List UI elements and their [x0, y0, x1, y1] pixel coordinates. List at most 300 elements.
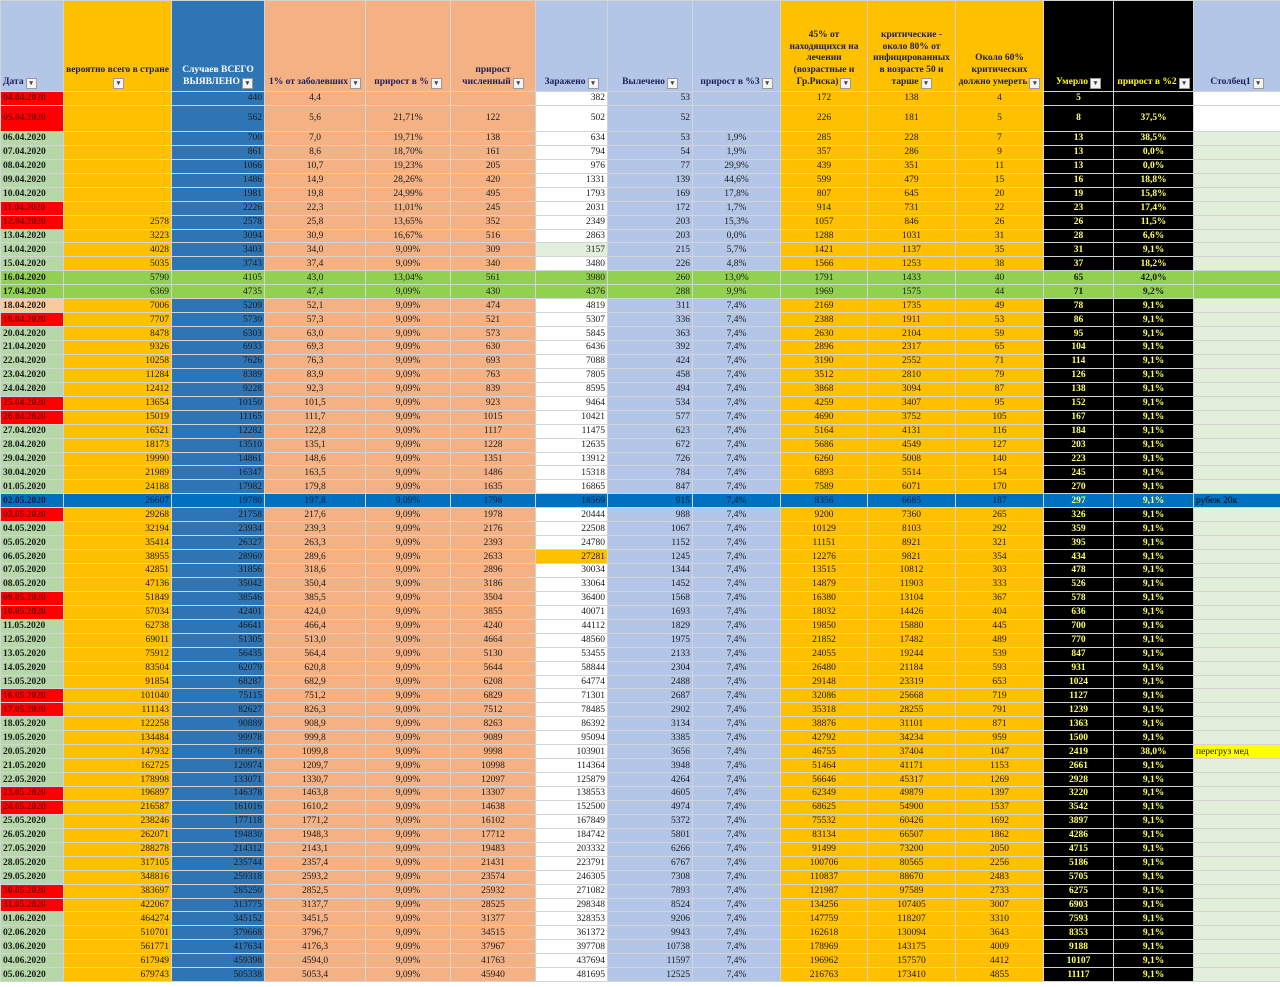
filter-dropdown-icon[interactable]: ▾ [1253, 78, 1264, 89]
cell-probable[interactable]: 262071 [64, 828, 172, 842]
cell-pct45[interactable]: 5686 [781, 438, 868, 452]
cell-growth-pct3[interactable]: 7,4% [693, 647, 781, 661]
cell-col1[interactable] [1194, 912, 1280, 926]
cell-detected[interactable]: 345152 [172, 912, 265, 926]
cell-growth-num[interactable]: 839 [451, 382, 536, 396]
cell-growth-pct[interactable]: 9,09% [366, 577, 451, 591]
cell-growth-pct2[interactable]: 9,1% [1114, 536, 1194, 550]
cell-infected[interactable]: 16865 [536, 480, 608, 494]
cell-growth-pct[interactable]: 9,09% [366, 508, 451, 522]
cell-one-pct[interactable]: 289,6 [265, 550, 366, 564]
cell-date[interactable]: 05.06.2020 [1, 968, 64, 982]
cell-pct45[interactable]: 914 [781, 201, 868, 215]
cell-detected[interactable]: 31856 [172, 564, 265, 578]
cell-pct45[interactable]: 172 [781, 92, 868, 106]
column-header[interactable] [366, 1, 451, 92]
cell-col1[interactable] [1194, 159, 1280, 173]
cell-die60[interactable]: 65 [956, 341, 1044, 355]
cell-critical[interactable]: 1735 [868, 299, 956, 313]
cell-died[interactable]: 19 [1044, 187, 1114, 201]
cell-pct45[interactable]: 83134 [781, 828, 868, 842]
cell-recovered[interactable]: 988 [608, 508, 693, 522]
cell-die60[interactable]: 489 [956, 633, 1044, 647]
cell-probable[interactable]: 91854 [64, 675, 172, 689]
cell-probable[interactable]: 7006 [64, 299, 172, 313]
cell-critical[interactable]: 138 [868, 92, 956, 106]
cell-growth-pct[interactable]: 9,09% [366, 633, 451, 647]
cell-infected[interactable]: 382 [536, 92, 608, 106]
cell-growth-num[interactable]: 9089 [451, 731, 536, 745]
cell-infected[interactable]: 271082 [536, 884, 608, 898]
cell-one-pct[interactable]: 620,8 [265, 661, 366, 675]
cell-died[interactable]: 5705 [1044, 870, 1114, 884]
cell-growth-num[interactable]: 420 [451, 173, 536, 187]
cell-infected[interactable]: 36400 [536, 591, 608, 605]
cell-growth-pct2[interactable]: 9,1% [1114, 717, 1194, 731]
cell-pct45[interactable]: 14879 [781, 577, 868, 591]
cell-growth-pct3[interactable]: 4,8% [693, 257, 781, 271]
cell-growth-pct2[interactable]: 6,6% [1114, 229, 1194, 243]
cell-growth-pct2[interactable]: 9,1% [1114, 591, 1194, 605]
cell-detected[interactable]: 146378 [172, 787, 265, 801]
cell-growth-pct3[interactable]: 7,4% [693, 675, 781, 689]
cell-col1[interactable] [1194, 731, 1280, 745]
cell-die60[interactable]: 445 [956, 619, 1044, 633]
column-header[interactable] [1114, 1, 1194, 92]
cell-growth-pct3[interactable]: 15,3% [693, 215, 781, 229]
cell-growth-pct2[interactable]: 9,1% [1114, 396, 1194, 410]
cell-infected[interactable]: 7805 [536, 368, 608, 382]
cell-died[interactable]: 28 [1044, 229, 1114, 243]
column-header[interactable] [451, 1, 536, 92]
cell-died[interactable]: 2661 [1044, 759, 1114, 773]
cell-detected[interactable]: 16347 [172, 466, 265, 480]
cell-died[interactable]: 23 [1044, 201, 1114, 215]
cell-col1[interactable] [1194, 131, 1280, 145]
cell-pct45[interactable]: 196962 [781, 954, 868, 968]
cell-one-pct[interactable]: 57,3 [265, 313, 366, 327]
cell-recovered[interactable]: 53 [608, 92, 693, 106]
cell-one-pct[interactable]: 37,4 [265, 257, 366, 271]
cell-probable[interactable]: 147932 [64, 745, 172, 759]
cell-date[interactable]: 29.05.2020 [1, 870, 64, 884]
cell-col1[interactable] [1194, 773, 1280, 787]
cell-pct45[interactable]: 3190 [781, 354, 868, 368]
cell-growth-num[interactable]: 3186 [451, 577, 536, 591]
cell-recovered[interactable]: 4264 [608, 773, 693, 787]
cell-col1[interactable]: рубеж 20к [1194, 494, 1280, 508]
cell-die60[interactable]: 49 [956, 299, 1044, 313]
cell-pct45[interactable]: 75532 [781, 814, 868, 828]
cell-growth-pct3[interactable] [693, 92, 781, 106]
cell-probable[interactable]: 13654 [64, 396, 172, 410]
cell-probable[interactable]: 101040 [64, 689, 172, 703]
cell-date[interactable]: 06.05.2020 [1, 550, 64, 564]
cell-date[interactable]: 26.04.2020 [1, 410, 64, 424]
cell-probable[interactable]: 561771 [64, 940, 172, 954]
cell-growth-pct[interactable]: 9,09% [366, 522, 451, 536]
filter-dropdown-icon[interactable]: ▾ [762, 78, 773, 89]
cell-died[interactable]: 13 [1044, 145, 1114, 159]
column-header[interactable] [868, 1, 956, 92]
cell-critical[interactable]: 846 [868, 215, 956, 229]
cell-growth-pct[interactable]: 9,09% [366, 954, 451, 968]
cell-growth-pct3[interactable]: 7,4% [693, 968, 781, 982]
cell-growth-pct3[interactable]: 0,0% [693, 229, 781, 243]
cell-critical[interactable]: 118207 [868, 912, 956, 926]
cell-detected[interactable]: 46641 [172, 619, 265, 633]
cell-growth-pct3[interactable]: 7,4% [693, 703, 781, 717]
cell-die60[interactable]: 653 [956, 675, 1044, 689]
filter-dropdown-icon[interactable]: ▾ [1179, 78, 1190, 89]
cell-growth-pct3[interactable]: 7,4% [693, 494, 781, 508]
cell-detected[interactable]: 35042 [172, 577, 265, 591]
cell-pct45[interactable]: 3512 [781, 368, 868, 382]
cell-critical[interactable]: 181 [868, 105, 956, 131]
cell-growth-pct3[interactable]: 7,4% [693, 856, 781, 870]
cell-detected[interactable]: 2226 [172, 201, 265, 215]
cell-growth-pct3[interactable]: 7,4% [693, 313, 781, 327]
cell-recovered[interactable]: 8524 [608, 898, 693, 912]
cell-growth-pct2[interactable]: 11,5% [1114, 215, 1194, 229]
cell-probable[interactable] [64, 159, 172, 173]
cell-infected[interactable]: 103901 [536, 745, 608, 759]
cell-recovered[interactable]: 10738 [608, 940, 693, 954]
cell-date[interactable]: 09.05.2020 [1, 591, 64, 605]
cell-recovered[interactable]: 1693 [608, 605, 693, 619]
cell-growth-num[interactable]: 340 [451, 257, 536, 271]
cell-recovered[interactable]: 288 [608, 285, 693, 299]
cell-col1[interactable] [1194, 926, 1280, 940]
cell-infected[interactable]: 3480 [536, 257, 608, 271]
cell-died[interactable]: 931 [1044, 661, 1114, 675]
cell-growth-num[interactable]: 3855 [451, 605, 536, 619]
cell-infected[interactable]: 78485 [536, 703, 608, 717]
cell-col1[interactable] [1194, 787, 1280, 801]
cell-probable[interactable] [64, 173, 172, 187]
cell-infected[interactable]: 12635 [536, 438, 608, 452]
cell-growth-pct3[interactable]: 9,9% [693, 285, 781, 299]
cell-probable[interactable] [64, 131, 172, 145]
cell-detected[interactable]: 3743 [172, 257, 265, 271]
cell-growth-pct2[interactable]: 9,1% [1114, 954, 1194, 968]
cell-date[interactable]: 03.06.2020 [1, 940, 64, 954]
cell-pct45[interactable]: 1969 [781, 285, 868, 299]
cell-growth-num[interactable]: 8263 [451, 717, 536, 731]
cell-recovered[interactable]: 2488 [608, 675, 693, 689]
cell-infected[interactable]: 64774 [536, 675, 608, 689]
cell-growth-pct[interactable]: 9,09% [366, 842, 451, 856]
cell-growth-pct2[interactable]: 38,5% [1114, 131, 1194, 145]
cell-recovered[interactable]: 203 [608, 229, 693, 243]
cell-one-pct[interactable]: 135,1 [265, 438, 366, 452]
cell-detected[interactable]: 26327 [172, 536, 265, 550]
cell-critical[interactable]: 130094 [868, 926, 956, 940]
cell-recovered[interactable]: 139 [608, 173, 693, 187]
cell-infected[interactable]: 502 [536, 105, 608, 131]
cell-pct45[interactable]: 68625 [781, 800, 868, 814]
cell-growth-num[interactable]: 10998 [451, 759, 536, 773]
cell-infected[interactable]: 22508 [536, 522, 608, 536]
cell-detected[interactable]: 861 [172, 145, 265, 159]
cell-infected[interactable]: 3980 [536, 271, 608, 285]
cell-growth-num[interactable]: 630 [451, 341, 536, 355]
cell-growth-pct2[interactable]: 9,1% [1114, 633, 1194, 647]
cell-probable[interactable]: 57034 [64, 605, 172, 619]
cell-infected[interactable]: 27281 [536, 550, 608, 564]
cell-infected[interactable]: 2863 [536, 229, 608, 243]
cell-detected[interactable]: 700 [172, 131, 265, 145]
cell-probable[interactable]: 8478 [64, 327, 172, 341]
cell-growth-pct2[interactable]: 38,0% [1114, 745, 1194, 759]
cell-died[interactable]: 578 [1044, 591, 1114, 605]
cell-die60[interactable]: 303 [956, 564, 1044, 578]
column-header[interactable] [536, 1, 608, 92]
cell-critical[interactable]: 1433 [868, 271, 956, 285]
cell-die60[interactable]: 3007 [956, 898, 1044, 912]
cell-die60[interactable]: 11 [956, 159, 1044, 173]
cell-died[interactable]: 152 [1044, 396, 1114, 410]
cell-detected[interactable]: 177118 [172, 814, 265, 828]
cell-date[interactable]: 20.05.2020 [1, 745, 64, 759]
cell-one-pct[interactable]: 564,4 [265, 647, 366, 661]
column-header[interactable] [265, 1, 366, 92]
cell-probable[interactable]: 216587 [64, 800, 172, 814]
cell-growth-pct[interactable]: 9,09% [366, 773, 451, 787]
cell-date[interactable]: 29.04.2020 [1, 452, 64, 466]
cell-one-pct[interactable]: 2593,2 [265, 870, 366, 884]
cell-died[interactable]: 16 [1044, 173, 1114, 187]
cell-critical[interactable]: 2317 [868, 341, 956, 355]
cell-infected[interactable]: 86392 [536, 717, 608, 731]
cell-recovered[interactable]: 424 [608, 354, 693, 368]
cell-die60[interactable]: 354 [956, 550, 1044, 564]
cell-recovered[interactable]: 1152 [608, 536, 693, 550]
cell-col1[interactable] [1194, 633, 1280, 647]
cell-infected[interactable]: 184742 [536, 828, 608, 842]
cell-one-pct[interactable]: 424,0 [265, 605, 366, 619]
cell-recovered[interactable]: 169 [608, 187, 693, 201]
cell-die60[interactable]: 719 [956, 689, 1044, 703]
cell-growth-num[interactable]: 1351 [451, 452, 536, 466]
cell-critical[interactable]: 2552 [868, 354, 956, 368]
cell-infected[interactable]: 2031 [536, 201, 608, 215]
cell-growth-pct[interactable]: 9,09% [366, 494, 451, 508]
cell-growth-pct2[interactable]: 9,1% [1114, 912, 1194, 926]
cell-recovered[interactable]: 6767 [608, 856, 693, 870]
cell-pct45[interactable]: 110837 [781, 870, 868, 884]
cell-recovered[interactable]: 311 [608, 299, 693, 313]
cell-one-pct[interactable]: 14,9 [265, 173, 366, 187]
filter-dropdown-icon[interactable]: ▾ [667, 78, 678, 89]
cell-col1[interactable] [1194, 675, 1280, 689]
cell-detected[interactable]: 440 [172, 92, 265, 106]
cell-pct45[interactable]: 134256 [781, 898, 868, 912]
cell-detected[interactable]: 75115 [172, 689, 265, 703]
cell-growth-pct[interactable]: 9,09% [366, 717, 451, 731]
cell-date[interactable]: 22.04.2020 [1, 354, 64, 368]
cell-infected[interactable]: 7088 [536, 354, 608, 368]
cell-col1[interactable] [1194, 480, 1280, 494]
cell-probable[interactable]: 32194 [64, 522, 172, 536]
cell-col1[interactable] [1194, 814, 1280, 828]
cell-died[interactable]: 37 [1044, 257, 1114, 271]
cell-growth-pct2[interactable]: 9,1% [1114, 856, 1194, 870]
cell-growth-pct2[interactable]: 9,1% [1114, 466, 1194, 480]
cell-probable[interactable]: 62738 [64, 619, 172, 633]
cell-one-pct[interactable]: 5053,4 [265, 968, 366, 982]
cell-growth-pct2[interactable]: 9,1% [1114, 814, 1194, 828]
cell-col1[interactable] [1194, 591, 1280, 605]
cell-died[interactable]: 3542 [1044, 800, 1114, 814]
cell-date[interactable]: 24.04.2020 [1, 382, 64, 396]
column-header[interactable] [64, 1, 172, 92]
filter-dropdown-icon[interactable]: ▾ [840, 78, 851, 89]
cell-recovered[interactable]: 3948 [608, 759, 693, 773]
cell-infected[interactable]: 53455 [536, 647, 608, 661]
cell-growth-pct3[interactable]: 7,4% [693, 564, 781, 578]
cell-growth-pct3[interactable]: 44,6% [693, 173, 781, 187]
cell-died[interactable]: 9188 [1044, 940, 1114, 954]
cell-growth-num[interactable]: 7512 [451, 703, 536, 717]
cell-detected[interactable]: 99978 [172, 731, 265, 745]
cell-die60[interactable]: 4855 [956, 968, 1044, 982]
cell-die60[interactable]: 871 [956, 717, 1044, 731]
filter-dropdown-icon[interactable]: ▾ [588, 78, 599, 89]
cell-died[interactable]: 78 [1044, 299, 1114, 313]
cell-growth-pct3[interactable]: 29,9% [693, 159, 781, 173]
cell-critical[interactable]: 645 [868, 187, 956, 201]
cell-probable[interactable]: 178998 [64, 773, 172, 787]
cell-die60[interactable]: 959 [956, 731, 1044, 745]
cell-growth-pct[interactable]: 9,09% [366, 800, 451, 814]
cell-critical[interactable]: 88670 [868, 870, 956, 884]
cell-die60[interactable]: 1862 [956, 828, 1044, 842]
cell-one-pct[interactable]: 163,5 [265, 466, 366, 480]
cell-die60[interactable]: 26 [956, 215, 1044, 229]
cell-died[interactable]: 10107 [1044, 954, 1114, 968]
cell-probable[interactable]: 422067 [64, 898, 172, 912]
cell-date[interactable]: 02.05.2020 [1, 494, 64, 508]
cell-probable[interactable]: 26607 [64, 494, 172, 508]
cell-col1[interactable] [1194, 215, 1280, 229]
cell-infected[interactable]: 167849 [536, 814, 608, 828]
cell-growth-pct2[interactable]: 9,1% [1114, 968, 1194, 982]
cell-growth-num[interactable]: 1228 [451, 438, 536, 452]
cell-growth-pct2[interactable]: 9,1% [1114, 800, 1194, 814]
cell-growth-pct[interactable]: 9,09% [366, 856, 451, 870]
cell-growth-pct3[interactable]: 7,4% [693, 605, 781, 619]
cell-probable[interactable]: 15019 [64, 410, 172, 424]
cell-died[interactable]: 223 [1044, 452, 1114, 466]
cell-growth-pct[interactable]: 9,09% [366, 327, 451, 341]
cell-probable[interactable]: 35414 [64, 536, 172, 550]
cell-critical[interactable]: 54900 [868, 800, 956, 814]
cell-probable[interactable]: 83504 [64, 661, 172, 675]
cell-growth-pct3[interactable]: 7,4% [693, 341, 781, 355]
cell-probable[interactable]: 196897 [64, 787, 172, 801]
cell-died[interactable]: 700 [1044, 619, 1114, 633]
cell-one-pct[interactable]: 3796,7 [265, 926, 366, 940]
cell-one-pct[interactable]: 682,9 [265, 675, 366, 689]
cell-detected[interactable]: 21758 [172, 508, 265, 522]
cell-date[interactable]: 17.04.2020 [1, 285, 64, 299]
cell-pct45[interactable]: 8356 [781, 494, 868, 508]
cell-recovered[interactable]: 847 [608, 480, 693, 494]
cell-growth-pct[interactable]: 9,09% [366, 410, 451, 424]
cell-pct45[interactable]: 1566 [781, 257, 868, 271]
cell-critical[interactable]: 228 [868, 131, 956, 145]
cell-date[interactable]: 25.04.2020 [1, 396, 64, 410]
cell-critical[interactable]: 4131 [868, 424, 956, 438]
cell-detected[interactable]: 7626 [172, 354, 265, 368]
cell-probable[interactable]: 510701 [64, 926, 172, 940]
cell-detected[interactable]: 23934 [172, 522, 265, 536]
cell-probable[interactable]: 18173 [64, 438, 172, 452]
cell-recovered[interactable]: 672 [608, 438, 693, 452]
cell-col1[interactable] [1194, 299, 1280, 313]
cell-critical[interactable]: 1253 [868, 257, 956, 271]
column-header[interactable] [1, 1, 64, 92]
cell-infected[interactable]: 203332 [536, 842, 608, 856]
cell-growth-num[interactable]: 17712 [451, 828, 536, 842]
cell-growth-num[interactable]: 16102 [451, 814, 536, 828]
cell-one-pct[interactable]: 10,7 [265, 159, 366, 173]
cell-growth-pct3[interactable]: 7,4% [693, 633, 781, 647]
cell-one-pct[interactable]: 908,9 [265, 717, 366, 731]
cell-died[interactable]: 167 [1044, 410, 1114, 424]
cell-growth-pct2[interactable]: 9,1% [1114, 368, 1194, 382]
cell-col1[interactable] [1194, 327, 1280, 341]
cell-col1[interactable] [1194, 313, 1280, 327]
cell-critical[interactable]: 14426 [868, 605, 956, 619]
cell-date[interactable]: 11.05.2020 [1, 619, 64, 633]
cell-growth-num[interactable]: 430 [451, 285, 536, 299]
cell-col1[interactable] [1194, 438, 1280, 452]
cell-growth-pct3[interactable]: 7,4% [693, 536, 781, 550]
cell-date[interactable]: 10.04.2020 [1, 187, 64, 201]
cell-growth-pct3[interactable]: 7,4% [693, 661, 781, 675]
cell-probable[interactable]: 42851 [64, 564, 172, 578]
cell-pct45[interactable]: 11151 [781, 536, 868, 550]
cell-probable[interactable]: 69011 [64, 633, 172, 647]
cell-recovered[interactable]: 2304 [608, 661, 693, 675]
cell-died[interactable]: 636 [1044, 605, 1114, 619]
cell-date[interactable]: 10.05.2020 [1, 605, 64, 619]
cell-growth-pct2[interactable]: 9,1% [1114, 605, 1194, 619]
cell-one-pct[interactable]: 69,3 [265, 341, 366, 355]
cell-growth-num[interactable] [451, 92, 536, 106]
cell-recovered[interactable]: 1568 [608, 591, 693, 605]
cell-pct45[interactable]: 38876 [781, 717, 868, 731]
cell-date[interactable]: 12.05.2020 [1, 633, 64, 647]
cell-growth-pct[interactable]: 9,09% [366, 564, 451, 578]
cell-growth-pct3[interactable]: 7,4% [693, 354, 781, 368]
cell-growth-num[interactable]: 352 [451, 215, 536, 229]
cell-growth-pct2[interactable]: 9,1% [1114, 787, 1194, 801]
cell-one-pct[interactable]: 239,3 [265, 522, 366, 536]
cell-growth-pct3[interactable]: 7,4% [693, 522, 781, 536]
cell-critical[interactable]: 97589 [868, 884, 956, 898]
cell-growth-pct3[interactable]: 7,4% [693, 480, 781, 494]
cell-growth-pct3[interactable]: 7,4% [693, 926, 781, 940]
column-header[interactable] [172, 1, 265, 92]
cell-critical[interactable]: 73200 [868, 842, 956, 856]
cell-detected[interactable]: 38546 [172, 591, 265, 605]
filter-dropdown-icon[interactable]: ▾ [431, 78, 442, 89]
filter-dropdown-icon[interactable]: ▾ [26, 78, 37, 89]
cell-pct45[interactable]: 46755 [781, 745, 868, 759]
